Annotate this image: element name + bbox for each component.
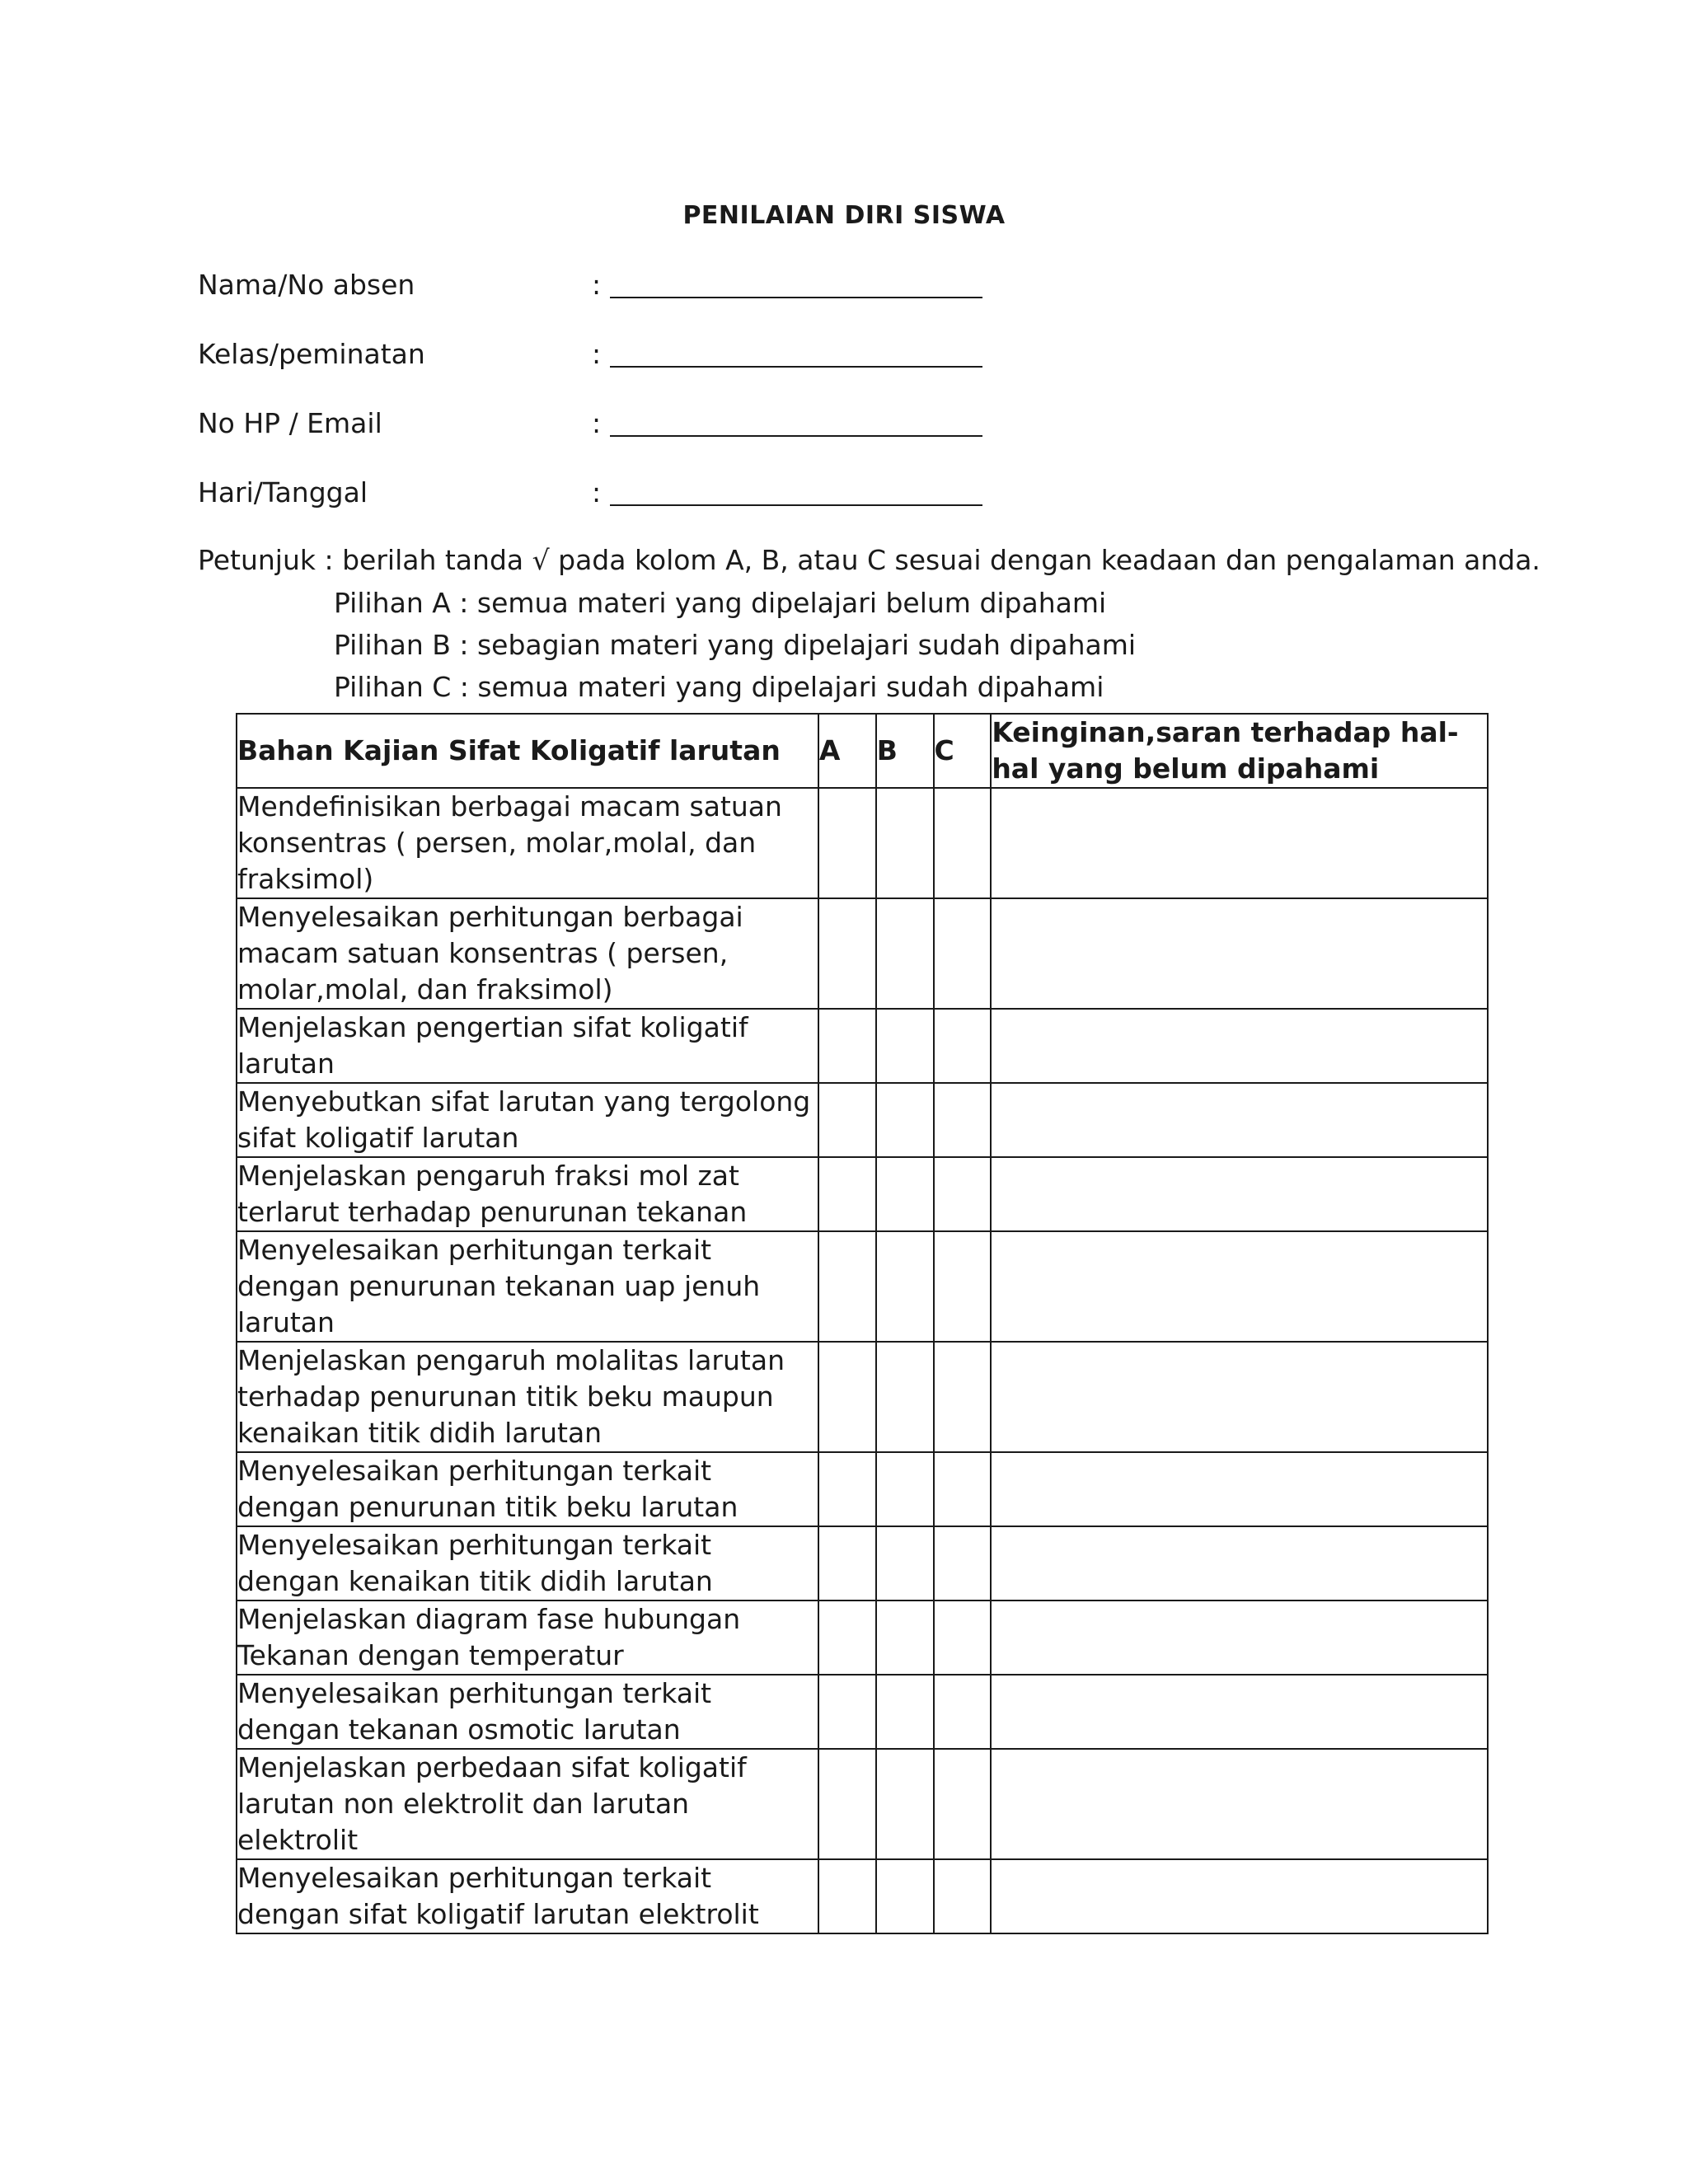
instructions-text: Petunjuk : berilah tanda √ pada kolom A, B, atau C sesuai dengan keadaan dan pengalaman anda. xyxy=(198,544,1540,576)
mark-cell-b[interactable] xyxy=(876,1231,934,1342)
row-topic: Menyelesaikan perhitungan terkait dengan penurunan titik beku larutan xyxy=(237,1452,818,1526)
contact-blank-line[interactable] xyxy=(610,435,982,437)
notes-cell[interactable] xyxy=(991,1526,1488,1601)
notes-cell[interactable] xyxy=(991,898,1488,1009)
row-topic: Menjelaskan pengaruh molalitas larutan terhadap penurunan titik beku maupun kenaikan titik didih larutan xyxy=(237,1342,818,1452)
table-row xyxy=(237,1859,1488,1933)
mark-cell-a[interactable] xyxy=(818,1675,876,1749)
header-c: C xyxy=(934,714,992,788)
mark-cell-b[interactable] xyxy=(876,898,934,1009)
date-blank-line[interactable] xyxy=(610,504,982,506)
header-topic: Bahan Kajian Sifat Koligatif larutan xyxy=(237,714,818,788)
notes-cell[interactable] xyxy=(991,1859,1488,1933)
table-row xyxy=(237,1601,1488,1675)
row-topic: Menyelesaikan perhitungan terkait dengan tekanan osmotic larutan xyxy=(237,1675,818,1749)
notes-cell[interactable] xyxy=(991,1157,1488,1231)
mark-cell-a[interactable] xyxy=(818,1157,876,1231)
name-blank-line[interactable] xyxy=(610,297,982,298)
table-row xyxy=(237,1526,1488,1601)
mark-cell-b[interactable] xyxy=(876,1083,934,1157)
mark-cell-a[interactable] xyxy=(818,788,876,898)
contact-field-colon: : xyxy=(592,407,602,439)
table-row xyxy=(237,1342,1488,1452)
row-topic: Menyelesaikan perhitungan terkait dengan sifat koligatif larutan elektrolit xyxy=(237,1859,818,1933)
contact-field-label: No HP / Email xyxy=(198,407,382,439)
mark-cell-c[interactable] xyxy=(934,1342,992,1452)
row-topic: Menjelaskan pengaruh fraksi mol zat terlarut terhadap penurunan tekanan xyxy=(237,1157,818,1231)
notes-cell[interactable] xyxy=(991,1009,1488,1083)
table-header-row xyxy=(237,714,1488,788)
mark-cell-b[interactable] xyxy=(876,1452,934,1526)
mark-cell-a[interactable] xyxy=(818,1009,876,1083)
mark-cell-b[interactable] xyxy=(876,1859,934,1933)
notes-cell[interactable] xyxy=(991,1675,1488,1749)
mark-cell-b[interactable] xyxy=(876,1009,934,1083)
mark-cell-b[interactable] xyxy=(876,1157,934,1231)
mark-cell-b[interactable] xyxy=(876,1675,934,1749)
row-topic: Mendefinisikan berbagai macam satuan konsentras ( persen, molar,molal, dan fraksimol) xyxy=(237,788,818,898)
mark-cell-c[interactable] xyxy=(934,1452,992,1526)
assessment-table xyxy=(236,713,1489,1934)
mark-cell-c[interactable] xyxy=(934,1675,992,1749)
header-b: B xyxy=(876,714,934,788)
mark-cell-c[interactable] xyxy=(934,1859,992,1933)
mark-cell-b[interactable] xyxy=(876,1601,934,1675)
notes-cell[interactable] xyxy=(991,788,1488,898)
notes-cell[interactable] xyxy=(991,1231,1488,1342)
mark-cell-a[interactable] xyxy=(818,1231,876,1342)
mark-cell-a[interactable] xyxy=(818,1859,876,1933)
mark-cell-c[interactable] xyxy=(934,1231,992,1342)
mark-cell-c[interactable] xyxy=(934,1157,992,1231)
table-row xyxy=(237,1157,1488,1231)
mark-cell-b[interactable] xyxy=(876,1749,934,1859)
date-field-colon: : xyxy=(592,476,602,509)
row-topic: Menyelesaikan perhitungan terkait dengan kenaikan titik didih larutan xyxy=(237,1526,818,1601)
date-field-label: Hari/Tanggal xyxy=(198,476,368,509)
notes-cell[interactable] xyxy=(991,1083,1488,1157)
table-row xyxy=(237,1452,1488,1526)
mark-cell-b[interactable] xyxy=(876,1342,934,1452)
page-title: PENILAIAN DIRI SISWA xyxy=(682,201,1006,230)
option-b-text: Pilihan B : sebagian materi yang dipelajari sudah dipahami xyxy=(334,629,1137,661)
table-row xyxy=(237,1083,1488,1157)
mark-cell-a[interactable] xyxy=(818,1083,876,1157)
class-field-colon: : xyxy=(592,338,602,370)
row-topic: Menyelesaikan perhitungan berbagai macam satuan konsentras ( persen, molar,molal, dan fraksimol) xyxy=(237,898,818,1009)
class-blank-line[interactable] xyxy=(610,366,982,368)
mark-cell-a[interactable] xyxy=(818,1526,876,1601)
notes-cell[interactable] xyxy=(991,1601,1488,1675)
mark-cell-b[interactable] xyxy=(876,788,934,898)
table-row xyxy=(237,1749,1488,1859)
row-topic: Menyelesaikan perhitungan terkait dengan penurunan tekanan uap jenuh larutan xyxy=(237,1231,818,1342)
notes-cell[interactable] xyxy=(991,1749,1488,1859)
table-row xyxy=(237,898,1488,1009)
row-topic: Menjelaskan diagram fase hubungan Tekanan dengan temperatur xyxy=(237,1601,818,1675)
mark-cell-b[interactable] xyxy=(876,1526,934,1601)
mark-cell-a[interactable] xyxy=(818,898,876,1009)
mark-cell-a[interactable] xyxy=(818,1342,876,1452)
mark-cell-c[interactable] xyxy=(934,1083,992,1157)
option-c-text: Pilihan C : semua materi yang dipelajari sudah dipahami xyxy=(334,671,1104,703)
table-row xyxy=(237,1009,1488,1083)
header-notes: Keinginan,saran terhadap hal-hal yang belum dipahami xyxy=(991,714,1488,788)
row-topic: Menjelaskan pengertian sifat koligatif larutan xyxy=(237,1009,818,1083)
mark-cell-a[interactable] xyxy=(818,1749,876,1859)
option-a-text: Pilihan A : semua materi yang dipelajari belum dipahami xyxy=(334,587,1107,619)
mark-cell-c[interactable] xyxy=(934,1009,992,1083)
class-field-label: Kelas/peminatan xyxy=(198,338,425,370)
table-row xyxy=(237,788,1488,898)
notes-cell[interactable] xyxy=(991,1342,1488,1452)
name-field-colon: : xyxy=(592,269,602,301)
notes-cell[interactable] xyxy=(991,1452,1488,1526)
mark-cell-c[interactable] xyxy=(934,898,992,1009)
header-a: A xyxy=(818,714,876,788)
mark-cell-a[interactable] xyxy=(818,1601,876,1675)
row-topic: Menjelaskan perbedaan sifat koligatif larutan non elektrolit dan larutan elektrolit xyxy=(237,1749,818,1859)
row-topic: Menyebutkan sifat larutan yang tergolong sifat koligatif larutan xyxy=(237,1083,818,1157)
mark-cell-a[interactable] xyxy=(818,1452,876,1526)
mark-cell-c[interactable] xyxy=(934,1749,992,1859)
name-field-label: Nama/No absen xyxy=(198,269,415,301)
mark-cell-c[interactable] xyxy=(934,1601,992,1675)
mark-cell-c[interactable] xyxy=(934,788,992,898)
table-row xyxy=(237,1675,1488,1749)
table-row xyxy=(237,1231,1488,1342)
mark-cell-c[interactable] xyxy=(934,1526,992,1601)
